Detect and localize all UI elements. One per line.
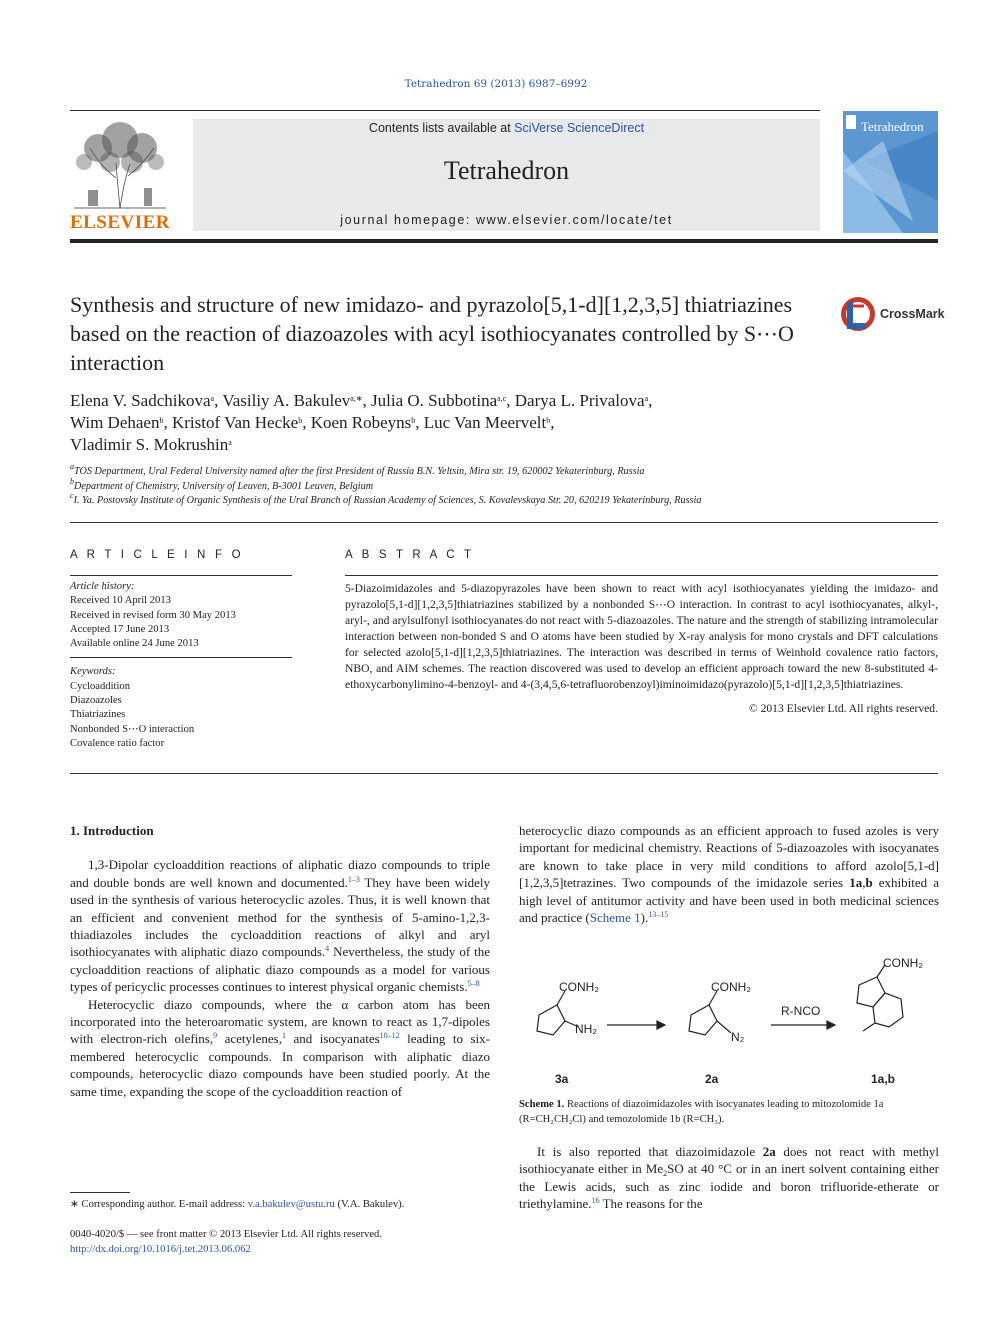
keyword: Diazoazoles [70,695,122,707]
article-info-heading: A R T I C L E I N F O [70,549,244,561]
affiliation-rule [70,522,938,523]
author[interactable]: Elena V. Sadchikova$^a$, [70,391,223,410]
paragraph: heterocyclic diazo compounds as an efficient approach to fused azoles is very important for medicinal chemistry. Reactions of 5-diazoazoles with isocyanates are known to take place in very mild conditions to afford azolo[5,1-d][1,2,3,5]tetrazines. Two compounds of the imidazole series 1a,b exhibited a high level of antitumor activity and have been used in both medicinal sciences and practice (Scheme 1).$^{13-15}$ [519,823,939,926]
contents-line [193,121,820,135]
info-rule [70,575,292,576]
affiliations [70,462,930,509]
ref-link[interactable]: 13–15 [648,910,669,920]
author[interactable]: Luc Van Meervelt$^b$, [423,413,555,432]
paragraph: Heterocyclic diazo compounds, where the α carbon atom has been incorporated into the heteroaromatic system, are known to react as 1,7-dipoles with electron-rich olefins,$^9$ acetylenes,$^1$ and isocyanates$^{10-12}$ leading to six-membered heterocyclic compounds. In comparison with aliphatic diazo compounds, heterocyclic diazo compounds have been studied poorly. At the same time, expanding the scope of the cycloaddition reaction of [70,996,490,1099]
right-column-bottom [519,1143,939,1213]
ref-link[interactable]: 4 [325,944,330,954]
keyword: Nonbonded S⋯O interaction [70,723,195,735]
section-heading: 1. Introduction [70,823,154,838]
history-item: Received in revised form 30 May 2013 [70,609,236,621]
crossmark-badge[interactable] [840,294,945,334]
author-list [70,390,830,456]
compound-label: 2a [705,1072,719,1086]
journal-citation[interactable]: Tetrahedron 69 (2013) 6987–6992 [404,78,588,90]
ref-link[interactable]: 10–12 [379,1031,400,1041]
author[interactable]: Koen Robeyns$^b$, [310,413,424,432]
conh2-label: CONH₂ [883,956,923,970]
corresponding-author-footnote: ∗ Corresponding author. E-mail address: v.a.bakulev@ustu.ru (V.A. Bakulev). [70,1199,405,1210]
tetrazine-ring-1ab [873,993,903,1027]
author[interactable]: Kristof Van Hecke$^b$, [171,413,311,432]
abstract [345,581,938,717]
reagent-label: R-NCO [781,1004,821,1018]
ref-link[interactable]: 16 [591,1196,600,1206]
front-matter [70,1228,490,1257]
affiliation: $^a$TOS Department, Ural Federal University named after the first President of Russia B.N. Yeltsin, Mira str. 19, 620002 Yekaterinburg, Russia [70,462,645,477]
doi-link[interactable]: http://dx.doi.org/10.1016/j.tet.2013.06.062 [70,1243,251,1255]
conh2-label: CONH₂ [711,980,751,994]
compound-label: 1a,b [871,1072,896,1086]
nh2-label: NH₂ [575,1022,597,1036]
journal-homepage [193,213,820,227]
crossmark-icon [840,294,876,334]
paragraph: 1,3-Dipolar cycloaddition reactions of aliphatic diazo compounds to triple and double bonds are well known and documented.$^{1-3}$ They have been widely used in the synthesis of various heterocyclic azoles. Thus, it is well known that an efficient and convenient method for the synthesis of 5-amino-1,2,3-thiadiazoles includes the cycloaddition reactions of alkyl and aryl isothiocyanates with aliphatic diazo compounds.$^4$ Nevertheless, the study of the cycloaddition reactions of aliphatic diazo compounds as a model for various types of pericyclic processes continues to interest physical organic chemists.$^{5-8}$ [70,857,491,995]
keywords-label: Keywords: [70,666,116,678]
scheme-caption: Scheme 1. Reactions of diazoimidazoles with isocyanates leading to mitozolomide 1a (R=CH₂CH₂Cl) and temozolomide 1b (R=CH₃). [519,1099,884,1125]
ref-link[interactable]: 1 [282,1031,286,1041]
author[interactable]: Vasiliy A. Bakulev$^{a,∗}$, [222,391,372,410]
elsevier-wordmark: ELSEVIER [69,212,171,233]
footnote-rule [70,1192,130,1193]
imidazole-ring-2a [689,1005,717,1035]
author[interactable]: Darya L. Privalova$^a$, [514,391,653,410]
journal-name: Tetrahedron [443,156,570,185]
issn-line: 0040-4020/$ — see front matter © 2013 Elsevier Ltd. All rights reserved. [70,1229,382,1240]
keyword: Cycloaddition [70,680,131,692]
header-thick-rule [70,239,938,243]
keyword: Thiatriazines [70,709,126,721]
compound-label: 3a [555,1072,569,1086]
imidazole-ring-3a [537,1005,565,1035]
keywords-rule [70,657,292,658]
author[interactable]: Julia O. Subbotina$^{a,c}$, [371,391,515,410]
abstract-rule [345,575,938,576]
scheme-1-figure [519,955,939,1095]
history-item: Accepted 17 June 2013 [70,623,170,635]
history-item: Available online 24 June 2013 [70,638,199,650]
abstract-text: 5-Diazoimidazoles and 5-diazopyrazoles have been shown to react with acyl isothiocyanates yielding the imidazo- and pyrazolo[5,1-d][1,2,3,5]thiatriazines stabilized by a nonbonded S⋯O interaction. In contrast to acyl isothiocyanates, alkyl-, aryl-, and arylsulfonyl isothiocyanates do not react with 5-diazoazoles. The nature and the strength of stabilizing intramolecular interaction between non-bonded S and O atoms have been studied by X-ray analysis for mono crystals and DFT calculations for selected azolo[5,1-d][1,2,3,5]thiatriazines. The interaction was described in terms of Weinhold covalence ratio factors, NBO, and AIM schemes. The reaction discovered was used to develop an efficient approach toward the new 8-substituted 4-ethoxycarbonylimino-4-benzoyl- and 4-(3,4,5,6-tetrafluorobenzoyl)iminoimidazo(pyrazolo)[5,1-d][1,2,3,5]thiatriazines. [345,582,938,691]
abstract-copyright: © 2013 Elsevier Ltd. All rights reserved. [748,702,938,715]
left-column [70,822,490,1100]
author[interactable]: Wim Dehaen$^b$, [70,413,172,432]
affiliation: $^b$Department of Chemistry, University of Leuven, B-3001 Leuven, Belgium [70,476,374,492]
abstract-heading: A B S T R A C T [345,549,475,561]
keyword: Covalence ratio factor [70,737,165,749]
imidazole-ring-1ab [857,977,885,1007]
right-column-top [519,822,939,926]
article-info [70,580,292,751]
article-title: Synthesis and structure of new imidazo- and pyrazolo[5,1-d][1,2,3,5] thiatriazines based on the reaction of diazoazoles with acyl isothiocyanates controlled by S⋯O interaction [70,292,794,375]
contents-prefix: Contents lists available at [368,121,515,135]
n2-label: N₂ [731,1030,745,1044]
email-link[interactable]: v.a.bakulev@ustu.ru [247,1199,335,1210]
cover-title: Tetrahedron [861,119,924,134]
abstract-bottom-rule [70,773,938,774]
homepage-link[interactable]: www.elsevier.com/locate/tet [476,213,673,227]
history-item: Received 10 April 2013 [70,595,171,607]
ref-link[interactable]: 9 [213,1031,218,1041]
paragraph: It is also reported that diazoimidazole 2a does not react with methyl isothiocyanate either in $Me_2SO$ at 40 °C or in an inert solvent containing either the Lewis acids, such as zinc iodide and boron trifluoride-etherate or triethylamine.$^{16}$ The reasons for the [519,1144,939,1212]
crossmark-label: CrossMark [880,307,945,321]
header-rule [70,110,820,111]
scheme-link[interactable]: Scheme 1 [589,910,641,926]
homepage-prefix: journal homepage: [340,213,477,227]
conh2-label: CONH₂ [559,980,599,994]
ref-link[interactable]: 1–3 [347,874,360,884]
author[interactable]: Vladimir S. Mokrushin$^a$ [70,435,232,454]
journal-cover [843,111,938,233]
affiliation: $^c$I. Ya. Postovsky Institute of Organic Synthesis of the Ural Branch of Russian Academy of Sciences, S. Kovalevskaya Str. 20, 620219 Yekaterinburg, Russia [70,491,702,506]
ref-link[interactable]: 5–8 [467,979,480,989]
history-label: Article history: [70,581,135,592]
sciencedirect-link[interactable]: SciVerse ScienceDirect [514,121,645,135]
